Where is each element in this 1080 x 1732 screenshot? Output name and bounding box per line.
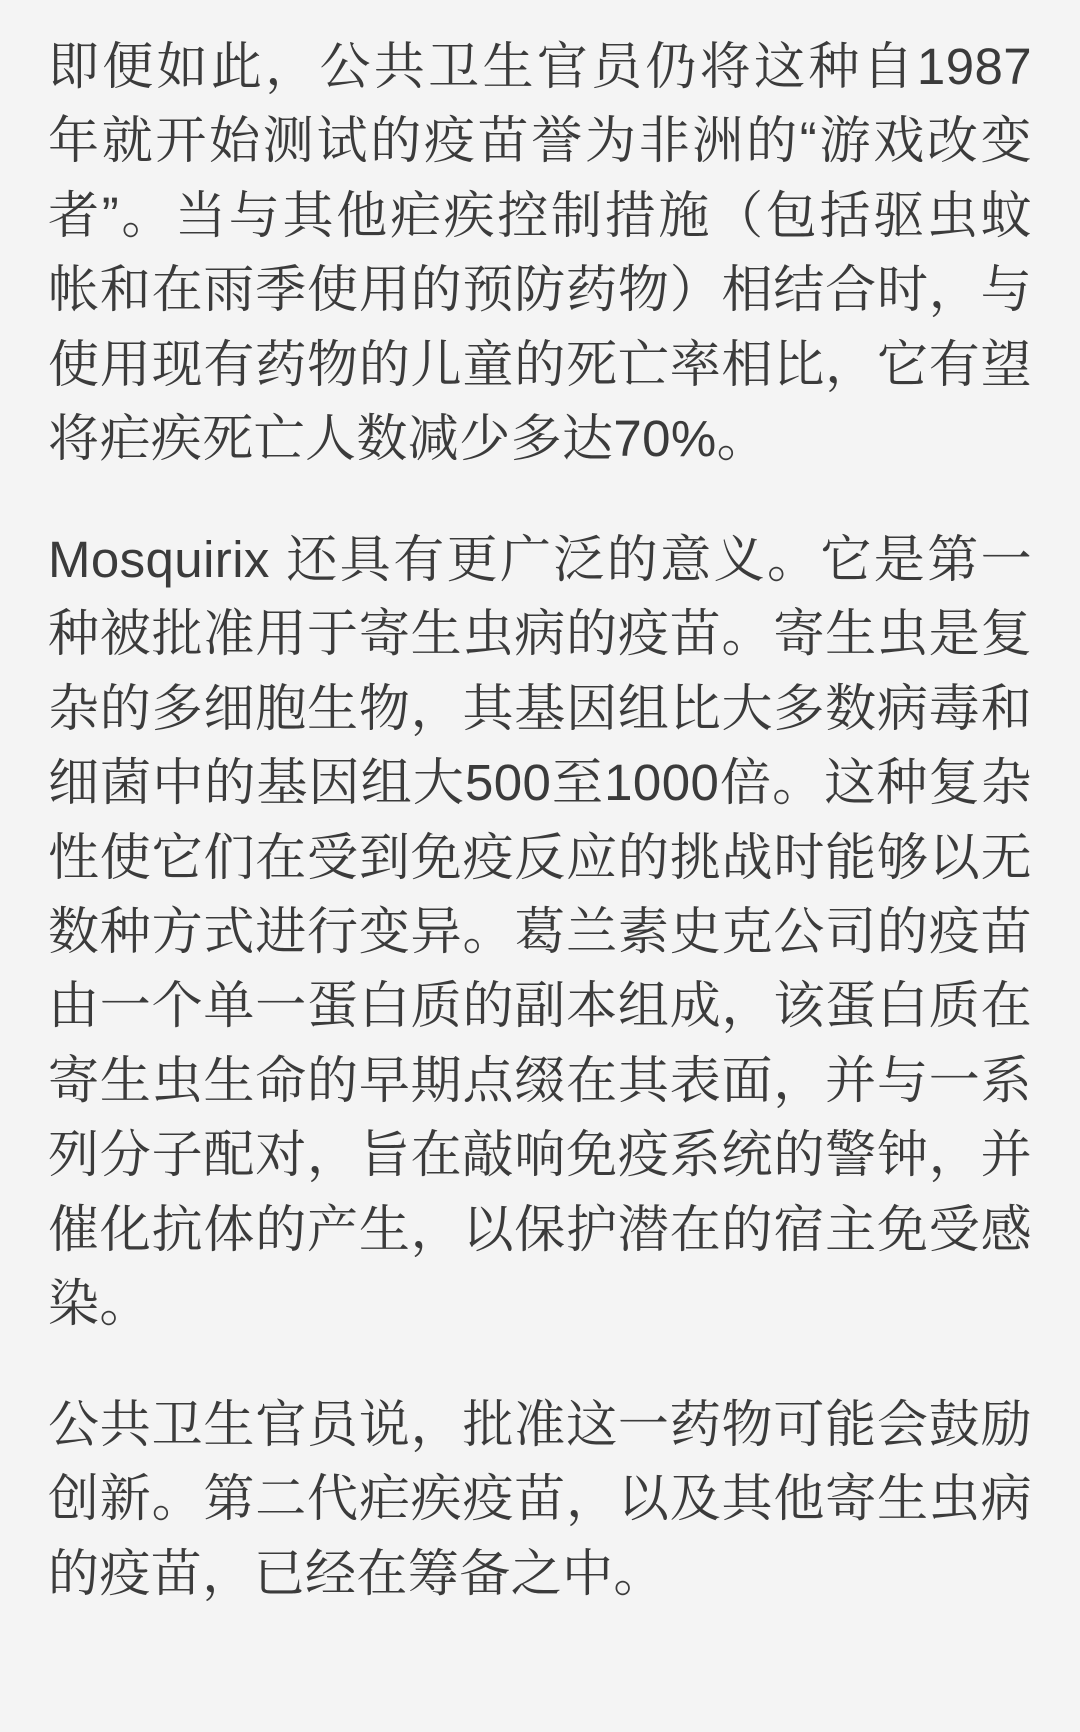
article-paragraph-1: 即便如此，公共卫生官员仍将这种自1987年就开始测试的疫苗誉为非洲的“游戏改变者”。当与其他疟疾控制措施（包括驱虫蚊帐和在雨季使用的预防药物）相结合时，与使用现有药物的儿童的死亡率相比，它有望将疟疾死亡人数减少多达70%。 [48, 38, 1032, 468]
article-paragraph-2: Mosquirix 还具有更广泛的意义。它是第一种被批准用于寄生虫病的疫苗。寄生虫是复杂的多细胞生物，其基因组比大多数病毒和细菌中的基因组大500至1000倍。这种复杂性使它们在受到免疫反应的挑战时能够以无数种方式进行变异。葛兰素史克公司的疫苗由一个单一蛋白质的副本组成，该蛋白质在寄生虫生命的早期点缀在其表面，并与一系列分子配对，旨在敲响免疫系统的警钟，并催化抗体的产生，以保护潜在的宿主免受感染。 [48, 530, 1032, 1333]
article-paragraph-3: 公共卫生官员说，批准这一药物可能会鼓励创新。第二代疟疾疫苗，以及其他寄生虫病的疫苗，已经在筹备之中。 [48, 1395, 1032, 1602]
